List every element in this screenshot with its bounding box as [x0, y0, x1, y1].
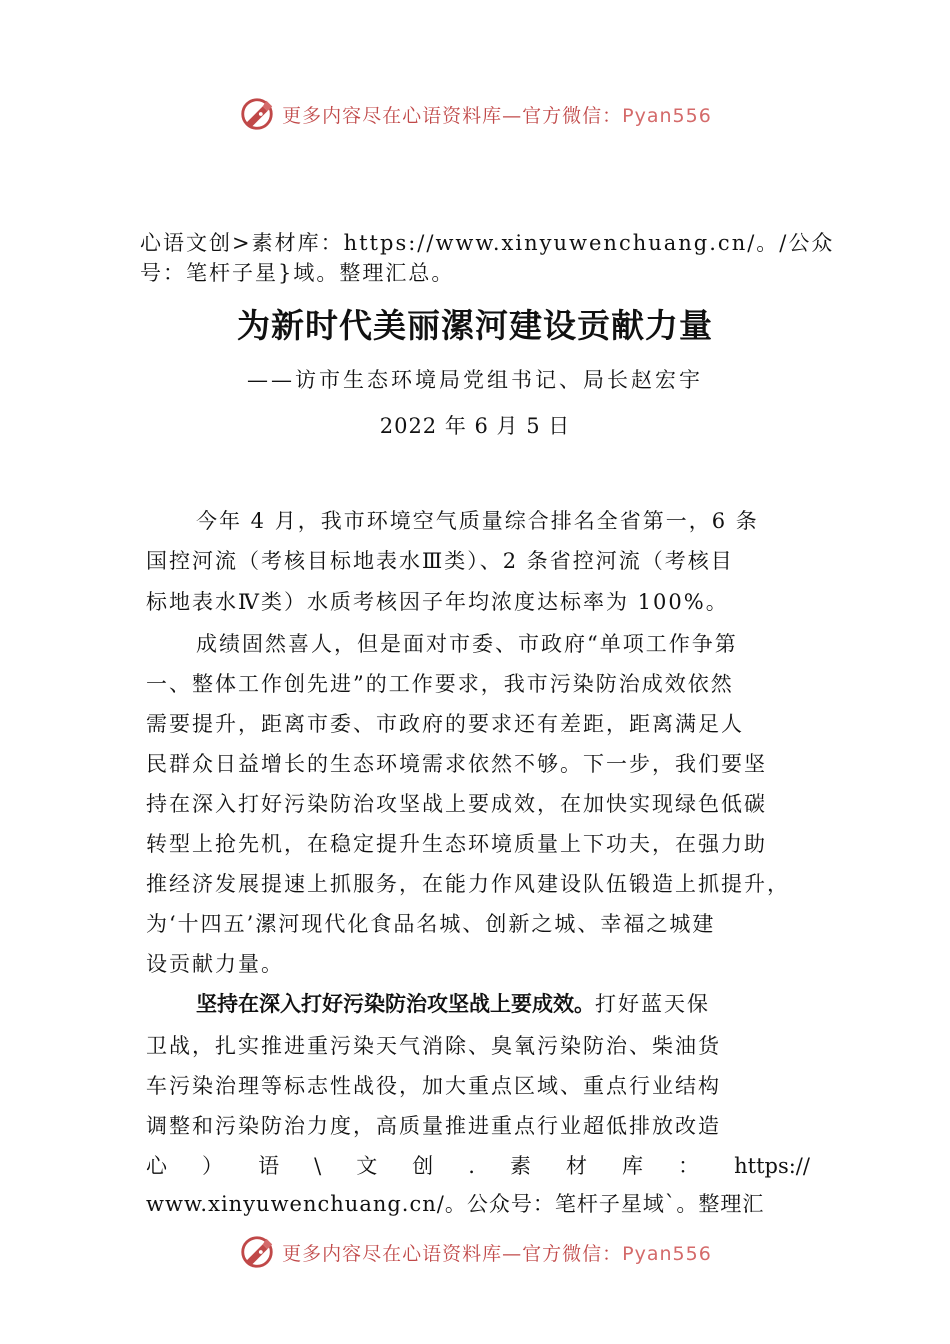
- banner-main-text: 更多内容尽在心语资料库—官方微信：: [282, 1242, 623, 1265]
- watermark-char: 库: [622, 1154, 644, 1178]
- banner-wechat-id: Pyan556: [622, 1242, 712, 1265]
- watermark-char: ）: [202, 1154, 224, 1178]
- watermark-char: 文: [356, 1154, 378, 1178]
- paragraph-3-first-line: [196, 989, 710, 1019]
- paragraph-2-line: 一、整体工作创先进”的工作要求，我市污染防治成效依然: [146, 672, 734, 696]
- paragraph-2-line: 需要提升，距离市委、市政府的要求还有差距，距离满足人: [146, 712, 744, 736]
- watermark-char: 材: [566, 1154, 588, 1178]
- watermark-char: 语: [258, 1154, 280, 1178]
- paragraph-3-line: 车污染治理等标志性战役，加大重点区域、重点行业结构: [146, 1074, 721, 1098]
- paragraph-2-line: 民群众日益增长的生态环境需求依然不够。下一步，我们要坚: [146, 752, 767, 776]
- intro-line-2: 号：笔杆子星}域。整理汇总。: [140, 261, 455, 285]
- paragraph-2-line: 设贡献力量。: [146, 952, 284, 976]
- paragraph-2-line: 为‘十四五’漯河现代化食品名城、创新之城、幸福之城建: [146, 912, 716, 936]
- watermark-char: 创: [412, 1154, 434, 1178]
- watermark-char: .: [468, 1154, 475, 1178]
- paragraph-3-line: 调整和污染防治力度，高质量推进重点行业超低排放改造: [146, 1114, 721, 1138]
- watermark-char: \: [314, 1154, 322, 1178]
- paragraph-2-line: 推经济发展提速上抓服务，在能力作风建设队伍锻造上抓提升，: [146, 872, 790, 896]
- paragraph-2-line: 成绩固然喜人，但是面对市委、市政府“单项工作争第: [196, 632, 738, 656]
- banner-main-text: 更多内容尽在心语资料库—官方微信：: [282, 104, 623, 127]
- pen-nib-logo-icon: [238, 1233, 276, 1271]
- watermark-spread-line: [146, 1151, 810, 1181]
- header-banner: [0, 94, 950, 134]
- watermark-char: 心: [146, 1154, 167, 1178]
- watermark-char: 素: [509, 1154, 531, 1178]
- pen-nib-logo-icon: [238, 95, 276, 133]
- paragraph-1-line: 国控河流（考核目标地表水Ⅲ类）、2 条省控河流（考核目: [146, 549, 734, 573]
- article-subtitle: ——访市生态环境局党组书记、局长赵宏宇: [247, 368, 703, 392]
- footer-banner: [0, 1232, 950, 1272]
- paragraph-3-first-rest: 打好蓝天保: [595, 992, 710, 1016]
- paragraph-2-line: 持在深入打好污染防治攻坚战上要成效，在加快实现绿色低碳: [146, 792, 767, 816]
- watermark-char: https://: [734, 1154, 810, 1178]
- paragraph-1-line: 标地表水Ⅳ类）水质考核因子年均浓度达标率为 100%。: [146, 590, 729, 614]
- banner-text: [282, 101, 712, 128]
- paragraph-3-line: 卫战，扎实推进重污染天气消除、臭氧污染防治、柴油货: [146, 1034, 721, 1058]
- intro-line-1: 心语文创>素材库：https://www.xinyuwenchuang.cn/。/公众: [140, 231, 835, 255]
- banner-text: [282, 1239, 712, 1266]
- watermark-last-line: www.xinyuwenchuang.cn/。公众号：笔杆子星域`。整理汇: [146, 1192, 765, 1216]
- paragraph-3-heading: 坚持在深入打好污染防治攻坚战上要成效。: [196, 992, 595, 1016]
- paragraph-2-line: 转型上抢先机，在稳定提升生态环境质量上下功夫，在强力助: [146, 832, 767, 856]
- paragraph-1-line: 今年 4 月，我市环境空气质量综合排名全省第一，6 条: [196, 509, 759, 533]
- banner-wechat-id: Pyan556: [622, 104, 712, 127]
- watermark-char: ：: [678, 1154, 700, 1178]
- article-date: 2022 年 6 月 5 日: [379, 414, 571, 438]
- article-title: 为新时代美丽漯河建设贡献力量: [237, 306, 713, 345]
